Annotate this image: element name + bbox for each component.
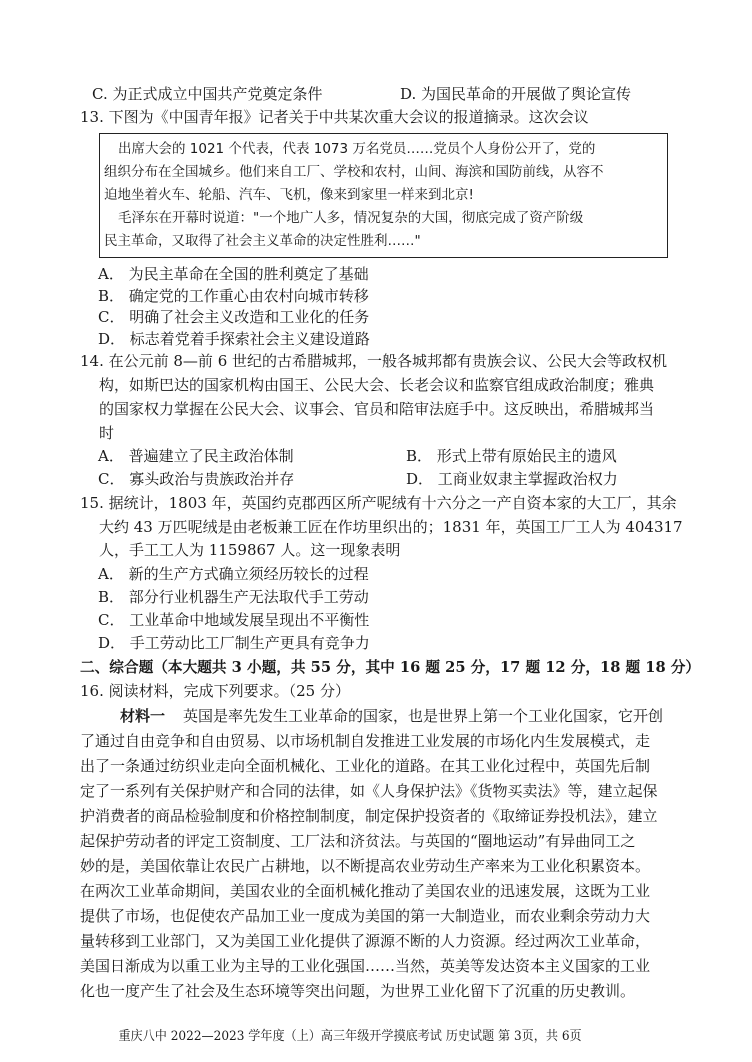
material-line: 在两次工业革命期间，美国农业的全面机械化推动了美国农业的迅速发展，这既为工业 [80, 882, 651, 900]
material-line: 妙的是，美国依靠让农民广占耕地，以不断提高农业劳动生产率来为工业化积累资本。 [80, 857, 651, 875]
material-line: 量转移到工业部门，又为美国工业化提供了源源不断的人力资源。经过两次工业革命， [80, 932, 651, 950]
q16-stem: 16. 阅读材料，完成下列要求。（25 分） [80, 682, 350, 700]
q15-stem-line: 15. 据统计，1803 年，英国约克郡西区所产呢绒有十六分之一产自资本家的大工厂，其余 [80, 494, 677, 512]
material-first-line [120, 706, 663, 726]
q12-option-c: C. 为正式成立中国共产党奠定条件 [92, 85, 323, 103]
q15-stem-line: 大约 43 万匹呢绒是由老板兼工匠在作坊里织出的；1831 年，英国工厂工人为 404317 [99, 518, 683, 536]
q13-option-c: C． 明确了社会主义改造和工业化的任务 [98, 308, 370, 326]
q13-news-excerpt-box [99, 133, 668, 258]
q14-stem-line: 时 [99, 424, 115, 442]
material-line: 提供了市场，也促使农产品加工业一度成为美国的第一大制造业，而农业剩余劳动力大 [80, 907, 651, 925]
q14-stem-line: 14. 在公元前 8—前 6 世纪的古希腊城邦，一般各城邦都有贵族会议、公民大会等政权机 [80, 352, 668, 370]
q15-option-a: A． 新的生产方式确立须经历较长的过程 [98, 565, 369, 583]
material-line: 美国日渐成为以重工业为主导的工业化强国……当然，英美等发达资本主义国家的工业 [80, 957, 651, 975]
q13-excerpt-line: 组织分布在全国城乡。他们来自工厂、学校和农村，山间、海滨和国防前线，从容不 [104, 164, 604, 180]
q13-option-b: B． 确定党的工作重心由农村向城市转移 [98, 287, 369, 305]
q14-option-b: B． 形式上带有原始民主的遗风 [406, 447, 617, 465]
q15-option-d: D． 手工劳动比工厂制生产更具有竞争力 [98, 634, 370, 652]
material-line: 护消费者的商品检验制度和价格控制制度，制定保护投资者的《取缔证券投机法》，建立 [80, 807, 658, 825]
page-footer: 重庆八中 2022—2023 学年度（上）高三年级开学摸底考试 历史试题 第 3页，共 6页 [118, 1029, 582, 1044]
section-heading: 二、综合题（本大题共 3 小题，共 55 分，其中 16 题 25 分，17 题 12 分，18 题 18 分） [80, 658, 701, 676]
q13-excerpt-line: 出席大会的 1021 个代表，代表 1073 万名党员……党员个人身份公开了，党的 [118, 141, 596, 157]
material-label: 材料一 [120, 707, 166, 725]
q12-option-d: D. 为国民革命的开展做了舆论宣传 [400, 85, 632, 103]
q14-stem-line: 构，如斯巴达的国家机构由国王、公民大会、长老会议和监察官组成政治制度；雅典 [99, 376, 655, 394]
q15-stem-line: 人，手工工人为 1159867 人。这一现象表明 [99, 541, 401, 559]
q13-option-a: A． 为民主革命在全国的胜利奠定了基础 [98, 265, 369, 283]
q14-option-a: A． 普遍建立了民主政治体制 [98, 447, 294, 465]
material-line: 化也一度产生了社会及生态环境等突出问题，为世界工业化留下了沉重的历史教训。 [80, 982, 636, 1000]
material-line: 起保护劳动者的评定工资制度、工厂法和济贫法。与英国的“圈地运动”有异曲同工之 [80, 832, 636, 850]
q13-option-d: D． 标志着党着手探索社会主义建设道路 [98, 330, 370, 348]
material-line: 英国是率先发生工业革命的国家，也是世界上第一个工业化国家，它开创 [183, 707, 664, 725]
q13-stem: 13. 下图为《中国青年报》记者关于中共某次重大会议的报道摘录。这次会议 [80, 108, 589, 126]
q13-excerpt-line: 毛泽东在开幕时说道："一个地广人多，情况复杂的大国，彻底完成了资产阶级 [118, 210, 584, 226]
q13-excerpt-line: 民主革命，又取得了社会主义革命的决定性胜利……" [104, 233, 421, 249]
material-line: 了通过自由竞争和自由贸易、以市场机制自发推进工业发展的市场化内生发展模式，走 [80, 732, 651, 750]
q14-option-c: C． 寡头政治与贵族政治并存 [98, 470, 295, 488]
q15-option-c: C． 工业革命中地域发展呈现出不平衡性 [98, 611, 370, 629]
q14-stem-line: 的国家权力掌握在公民大会、议事会、官员和陪审法庭手中。这反映出，希腊城邦当 [99, 400, 655, 418]
q15-option-b: B． 部分行业机器生产无法取代手工劳动 [98, 588, 369, 606]
q13-excerpt-line: 迫地坐着火车、轮船、汽车、飞机，像来到家里一样来到北京! [104, 187, 474, 203]
material-line: 定了一系列有关保护财产和合同的法律，如《人身保护法》《货物买卖法》等，建立起保 [80, 782, 658, 800]
q14-option-d: D． 工商业奴隶主掌握政治权力 [406, 470, 618, 488]
material-line: 出了一条通过纺织业走向全面机械化、工业化的道路。在其工业化过程中，英国先后制 [80, 757, 651, 775]
